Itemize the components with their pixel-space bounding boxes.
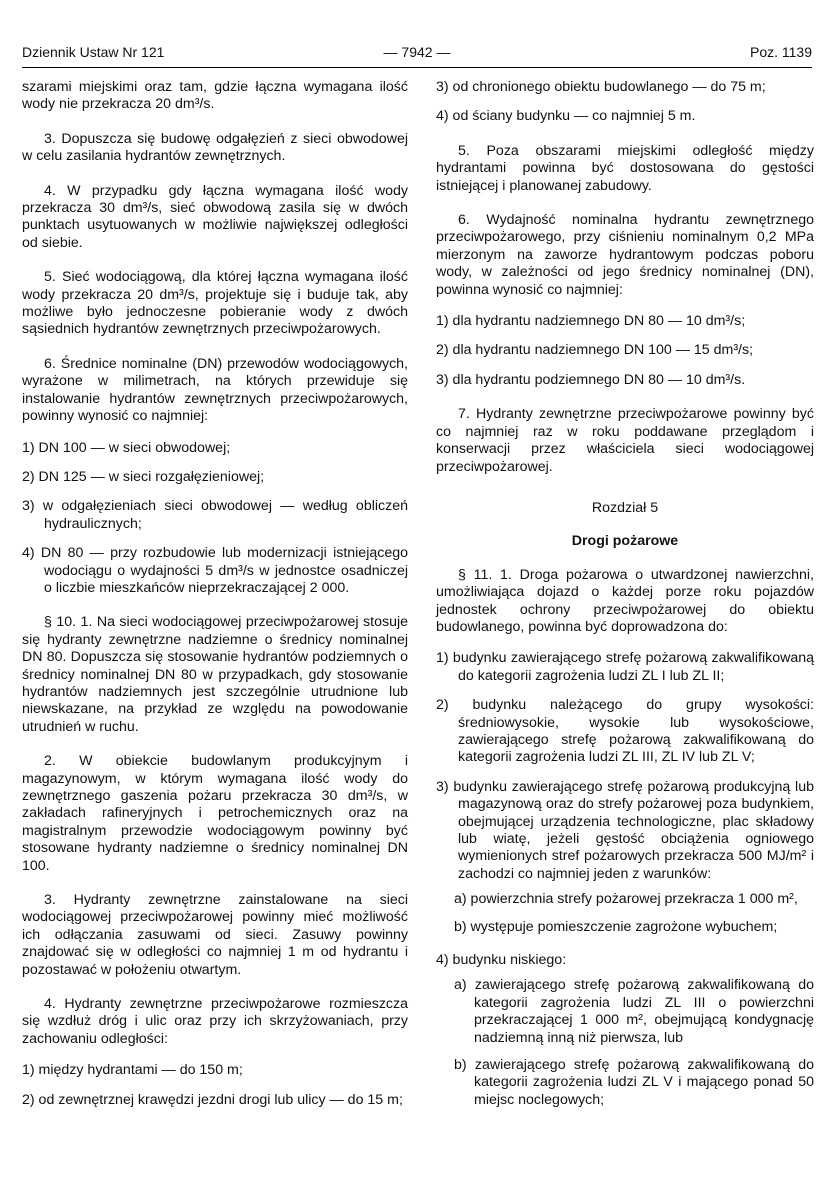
- right-column: [436, 79, 814, 1119]
- list-item: 2) budynku należącego do grupy wysokości: średniowysokie, wysokie lub wysokościowe, zawierającego strefę pożarową zakwalifikowaną do kategorii zagrożenia ludzi ZL III, ZL IV lub ZL V;: [436, 697, 814, 766]
- sub-item: a) zawierającego strefę pożarową zakwalifikowaną do kategorii zagrożenia ludzi ZL III o powierzchni przekraczającej 1 000 m², obejmującą kondygnację nadziemną inną niż pierwsza, lub: [454, 977, 814, 1046]
- paragraph: 6. Średnice nominalne (DN) przewodów wodociągowych, wyrażone w milimetrach, na których przewiduje się instalowanie hydrantów zewnętrznych przeciwpożarowych, powinny wynosić co najmniej:: [22, 355, 408, 425]
- chapter-title: Drogi pożarowe: [571, 533, 679, 550]
- list-item: 4) budynku niskiego:: [436, 952, 567, 969]
- paragraph: 5. Sieć wodociągową, dla której łączna wymagana ilość wody przekracza 20 dm³/s, projektuje się i buduje tak, aby możliwe było jednoczesne pobieranie wody z dwóch sąsiednich hydrantów zewnętrznych przeciwpożarowych.: [22, 269, 408, 338]
- paragraph: 6. Wydajność nominalna hydrantu zewnętrznego przeciwpożarowego, przy ciśnieniu nominalnym 0,2 MPa mierzonym na zaworze hydrantowym podczas poboru wody, w zależności od jego średnicy nominalnej (DN), powinna wynosić co najmniej:: [436, 212, 814, 298]
- list-item: 3) dla hydrantu podziemnego DN 80 — 10 dm³/s.: [436, 371, 746, 388]
- section-paragraph: § 11. 1. Droga pożarowa o utwardzonej nawierzchni, umożliwiająca dojazd o każdej porze roku pojazdów jednostek ochrony przeciwpożarowej do obiektu budowlanego, powinna być doprowadzona do:: [436, 566, 814, 635]
- list-item: 1) DN 100 — w sieci obwodowej;: [22, 439, 231, 456]
- list-item: 2) dla hydrantu nadziemnego DN 100 — 15 dm³/s;: [436, 342, 754, 359]
- list-item: 4) DN 80 — przy rozbudowie lub modernizacji istniejącego wodociągu o wydajności 5 dm³/s w jednostce osadniczej o liczbie mieszkańców nieprzekraczającej 2 000.: [22, 545, 408, 596]
- list-item: 1) budynku zawierającego strefę pożarową zakwalifikowaną do kategorii zagrożenia ludzi ZL I lub ZL II;: [436, 650, 814, 684]
- paragraph: szarami miejskimi oraz tam, gdzie łączna wymagana ilość wody nie przekracza 20 dm³/s.: [22, 79, 408, 113]
- list-item: 3) budynku zawierającego strefę pożarową produkcyjną lub magazynową oraz do strefy pożarowej poza budynkiem, obejmującej urządzenia technologiczne, plac składowy lub wiatę, jeżeli gęstość obciążenia ogniowego wymienionych stref pożarowych przekracza 500 MJ/m² i zachodzi co najmniej jeden z warunków:: [436, 778, 814, 882]
- list-item: 1) między hydrantami — do 150 m;: [22, 1062, 243, 1079]
- paragraph: 4. Hydranty zewnętrzne przeciwpożarowe rozmieszcza się wzdłuż dróg i ulic oraz przy ich skrzyżowaniach, przy zachowaniu odległości:: [22, 996, 408, 1047]
- position-number: Poz. 1139: [749, 44, 812, 60]
- list-item: 3) od chronionego obiektu budowlanego — do 75 m;: [436, 79, 766, 95]
- paragraph: 7. Hydranty zewnętrzne przeciwpożarowe powinny być co najmniej raz w roku poddawane przeglądom i konserwacji przez właściciela sieci wodociągowej przeciwpożarowej.: [436, 406, 814, 475]
- list-item: 4) od ściany budynku — co najmniej 5 m.: [436, 108, 696, 125]
- paragraph: 2. W obiekcie budowlanym produkcyjnym i magazynowym, w którym wymagana ilość wody do zewnętrznego gaszenia pożaru przekracza 30 dm³/s, w zakładach rafineryjnych i petrochemicznych oraz na magistralnym przewodzie wodociągowym powinny być stosowane hydranty nadziemne o średnicy nominalnej DN 100.: [22, 753, 408, 874]
- paragraph: 5. Poza obszarami miejskimi odległość między hydrantami powinna być dostosowana do gęstości istniejącej i planowanej zabudowy.: [436, 142, 814, 194]
- list-item: 2) od zewnętrznej krawędzi jezdni drogi lub ulicy — do 15 m;: [22, 1091, 403, 1108]
- paragraph: 4. W przypadku gdy łączna wymagana ilość wody przekracza 30 dm³/s, sieć obwodową zasila się w dwóch punktach usytuowanych w możliwie największej odległości od siebie.: [22, 182, 408, 251]
- page-header: [22, 44, 812, 64]
- paragraph: 3. Dopuszcza się budowę odgałęzień z sieci obwodowej w celu zasilania hydrantów zewnętrznych.: [22, 130, 408, 165]
- page-number: — 7942 —: [383, 44, 451, 60]
- list-item: 3) w odgałęzieniach sieci obwodowej — według obliczeń hydraulicznych;: [22, 498, 408, 532]
- journal-title: Dziennik Ustaw Nr 121: [22, 44, 165, 60]
- header-rule: [22, 67, 812, 68]
- paragraph: 3. Hydranty zewnętrzne zainstalowane na sieci wodociągowej przeciwpożarowej powinny mieć możliwość ich odłączania zasuwami od sieci. Zasuwy powinny znajdować się w odległości co najmniej 1 m od hydrantu i pozostawać w położeniu otwartym.: [22, 892, 408, 978]
- left-column: [22, 79, 408, 1121]
- list-item: 1) dla hydrantu nadziemnego DN 80 — 10 dm³/s;: [436, 313, 746, 330]
- chapter-number: Rozdział 5: [591, 499, 659, 516]
- sub-item: a) powierzchnia strefy pożarowej przekracza 1 000 m²,: [454, 891, 798, 908]
- section-paragraph: § 10. 1. Na sieci wodociągowej przeciwpożarowej stosuje się hydranty zewnętrzne nadziemne o średnicy nominalnej DN 80. Dopuszcza się stosowanie hydrantów podziemnych o średnicy nominalnej DN 80 w przypadkach, gdy stosowanie hydrantów nadziemnych jest szczególnie utrudnione lub niewskazane, na przykład ze względu na powodowanie utrudnień w ruchu.: [22, 614, 408, 735]
- sub-item: b) zawierającego strefę pożarową zakwalifikowaną do kategorii zagrożenia ludzi ZL V i mającego ponad 50 miejsc noclegowych;: [454, 1057, 814, 1108]
- list-item: 2) DN 125 — w sieci rozgałęzieniowej;: [22, 468, 265, 485]
- sub-item: b) występuje pomieszczenie zagrożone wybuchem;: [454, 918, 778, 935]
